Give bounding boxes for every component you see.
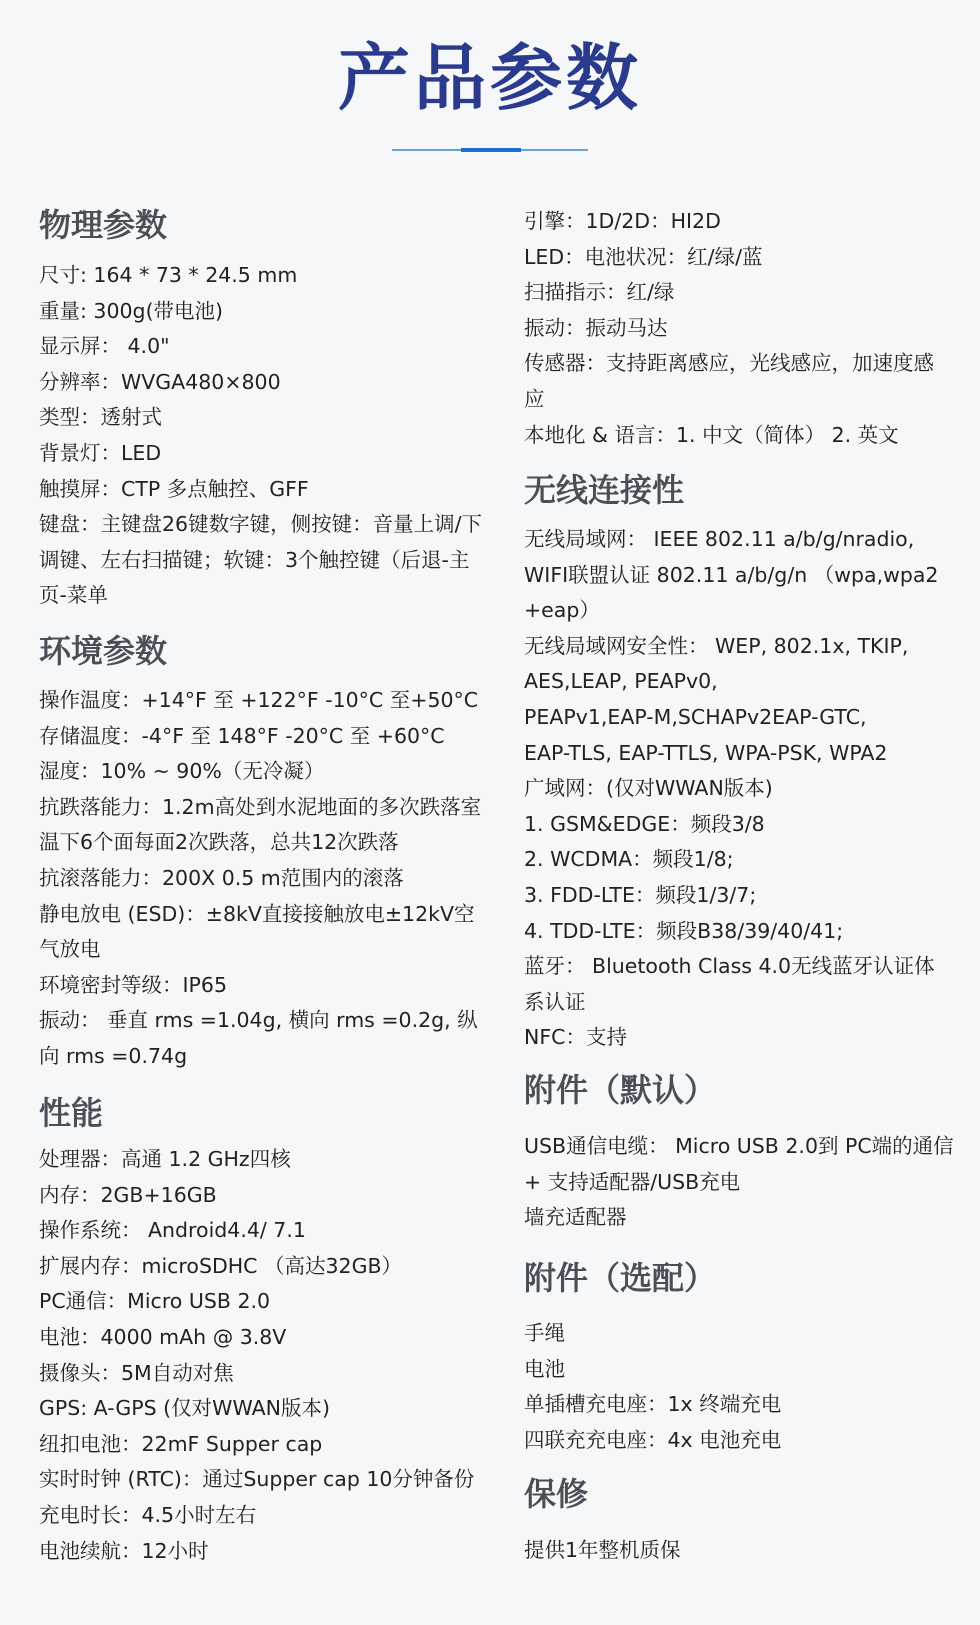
spec-line: 蓝牙： Bluetooth Class 4.0无线蓝牙认证体系认证: [524, 954, 935, 1014]
spec-line: 纽扣电池：22mF Supper cap: [39, 1431, 323, 1456]
spec-line: 类型：透射式: [39, 405, 162, 430]
spec-line: 四联充充电座：4x 电池充电: [524, 1427, 782, 1452]
spec-line: 电池: [524, 1356, 565, 1381]
spec-line: 摄像头：5M自动对焦: [39, 1360, 234, 1385]
spec-line: 墙充适配器: [524, 1205, 627, 1230]
spec-line: 振动： 垂直 rms =1.04g, 横向 rms =0.2g, 纵向 rms =0.74g: [39, 1008, 478, 1068]
spec-line: 实时时钟 (RTC)：通过Supper cap 10分钟备份: [39, 1467, 475, 1492]
spec-line: 引擎：1D/2D：HI2D: [524, 209, 721, 233]
spec-line: 电池：4000 mAh @ 3.8V: [39, 1324, 287, 1349]
spec-line: 分辨率：WVGA480×800: [39, 369, 281, 394]
spec-line: 键盘：主键盘26键数字键，侧按键：音量上调/下调键、左右扫描键；软键：3个触控键（后退-主页-菜单: [39, 512, 482, 608]
section-title-accessories-optional: 附件（选配）: [524, 1259, 717, 1297]
spec-line: 扩展内存：microSDHC （高达32GB）: [39, 1253, 403, 1278]
spec-line: 处理器：高通 1.2 GHz四核: [39, 1147, 291, 1171]
spec-line: 触摸屏：CTP 多点触控、GFF: [39, 476, 309, 501]
spec-line: 3. FDD-LTE：频段1/3/7;: [524, 882, 757, 907]
spec-line: 无线局域网： IEEE 802.11 a/b/g/nradio, WIFI联盟认证 802.11 a/b/g/n （wpa,wpa2 +eap）: [524, 527, 939, 623]
section-title-physical: 物理参数: [39, 206, 168, 244]
section-environment: [39, 683, 484, 1075]
spec-line: PC通信：Micro USB 2.0: [39, 1289, 271, 1314]
spec-line: 操作系统： Android4.4/ 7.1: [39, 1218, 306, 1243]
spec-line: 环境密封等级：IP65: [39, 972, 227, 997]
spec-line: NFC：支持: [524, 1025, 627, 1050]
section-title-performance: 性能: [39, 1094, 104, 1132]
section-accessories-optional: [524, 1316, 954, 1458]
section-physical: [39, 258, 484, 614]
spec-line: 提供1年整机质保: [524, 1538, 681, 1562]
page-title: 产品参数: [337, 36, 642, 120]
spec-line: 湿度：10% ~ 90%（无冷凝）: [39, 759, 325, 784]
spec-line: PEAPv1,EAP-M,SCHAPv2EAP-GTC,: [524, 704, 867, 729]
spec-line: GPS: A-GPS (仅对WWAN版本): [39, 1396, 330, 1421]
section-performance: [39, 1142, 484, 1569]
spec-line: 抗跌落能力：1.2m高处到水泥地面的多次跌落室温下6个面每面2次跌落，总共12次跌落: [39, 794, 482, 855]
spec-line: 电池续航：12小时: [39, 1538, 209, 1563]
section-title-accessories-default: 附件（默认）: [524, 1071, 717, 1109]
spec-line: 静电放电 (ESD)：±8kV直接接触放电±12kV空气放电: [39, 901, 475, 962]
spec-line: 扫描指示：红/绿: [524, 280, 675, 305]
spec-line: 背景灯：LED: [39, 440, 162, 465]
spec-line: 单插槽充电座：1x 终端充电: [524, 1392, 782, 1417]
section-title-warranty: 保修: [524, 1475, 589, 1513]
title-divider-accent: [461, 148, 521, 152]
spec-line: 广域网：(仅对WWAN版本): [524, 776, 773, 801]
section-title-environment: 环境参数: [39, 632, 168, 670]
spec-line: 传感器：支持距离感应，光线感应，加速度感应: [524, 351, 934, 411]
spec-line: 1. GSM&EDGE：频段3/8: [524, 811, 765, 836]
spec-line: 2. WCDMA：频段1/8;: [524, 847, 734, 872]
spec-line: 抗滚落能力：200X 0.5 m范围内的滚落: [39, 865, 404, 890]
spec-line: 充电时长：4.5小时左右: [39, 1502, 257, 1527]
spec-line: 显示屏： 4.0": [39, 334, 170, 359]
spec-line: 本地化 & 语言：1. 中文（简体） 2. 英文: [524, 422, 899, 447]
spec-line: 操作温度：+14°F 至 +122°F -10°C 至+50°C: [39, 688, 479, 712]
spec-line: 重量: 300g(带电池): [39, 298, 224, 323]
section-title-wireless: 无线连接性: [524, 471, 685, 509]
spec-line: LED：电池状况：红/绿/蓝: [524, 244, 763, 269]
section-accessories-default: [524, 1129, 954, 1236]
spec-line: 存储温度：-4°F 至 148°F -20°C 至 +60°C: [39, 723, 445, 748]
spec-line: 无线局域网安全性： WEP, 802.1x, TKIP, AES,LEAP, PEAPv0,: [524, 633, 909, 694]
spec-line: 4. TDD-LTE：频段B38/39/40/41;: [524, 918, 844, 943]
spec-line: 手绳: [524, 1321, 565, 1345]
spec-line: USB通信电缆： Micro USB 2.0到 PC端的通信 + 支持适配器/USB充电: [524, 1134, 954, 1194]
spec-line: 振动：振动马达: [524, 315, 668, 340]
spec-line: 内存：2GB+16GB: [39, 1182, 217, 1207]
spec-line: 尺寸: 164 * 73 * 24.5 mm: [39, 263, 298, 287]
section-wireless: [524, 522, 954, 1056]
section-warranty: [524, 1533, 954, 1569]
section-scanner: [524, 204, 954, 453]
spec-line: EAP-TLS, EAP-TTLS, WPA-PSK, WPA2: [524, 740, 888, 765]
